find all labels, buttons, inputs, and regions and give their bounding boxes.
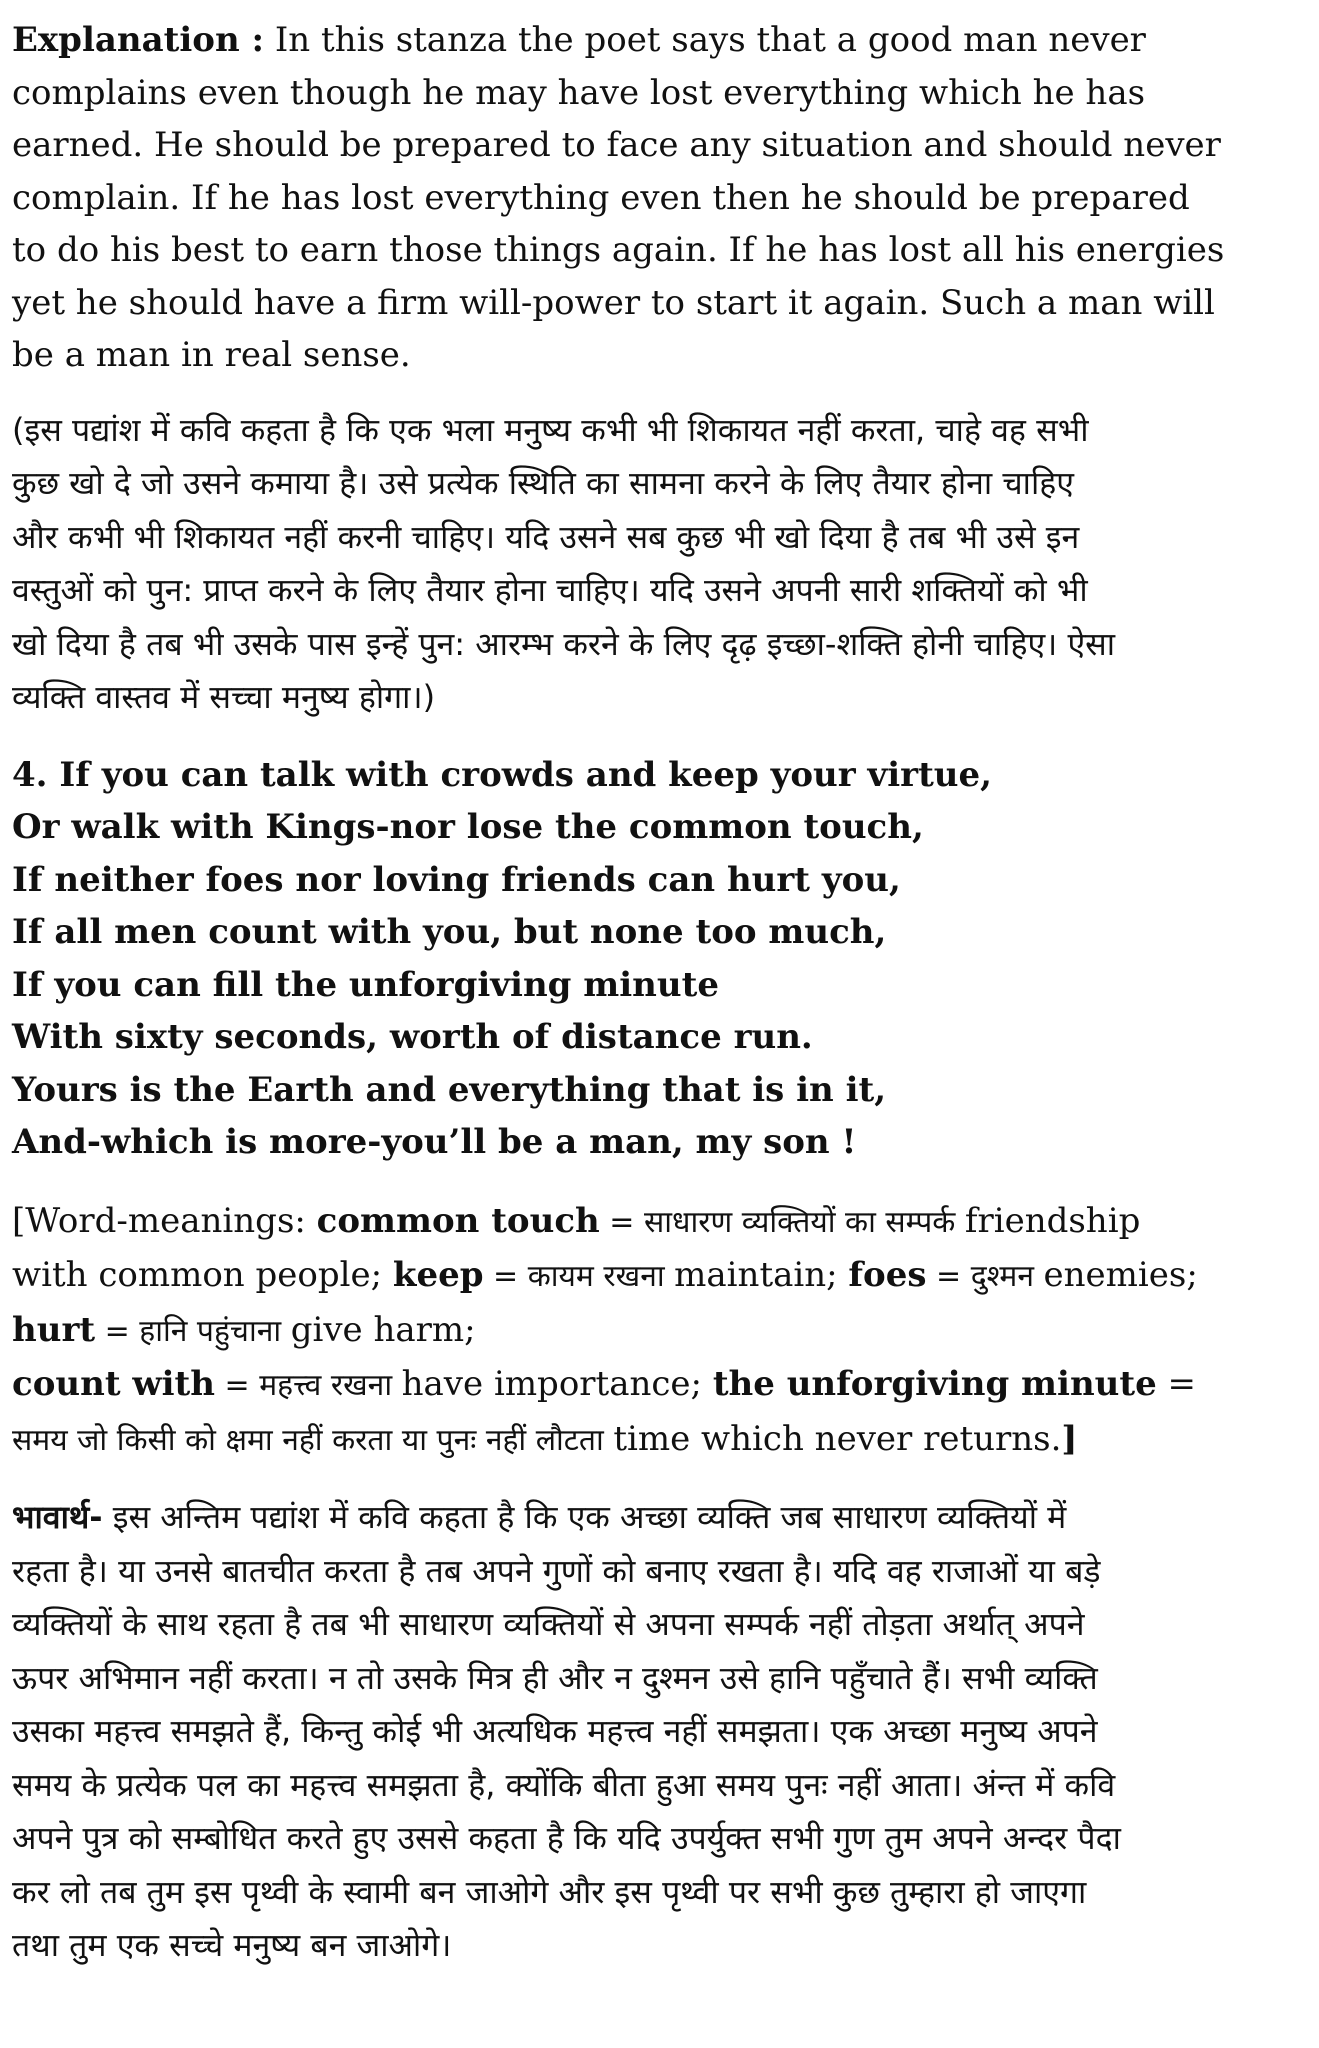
text-line: उसका महत्त्व समझते हैं, किन्तु कोई भी अत्यधिक महत्त्व नहीं समझता। एक अच्छा मनुष्य अपने: [12, 1712, 1098, 1750]
text-line: व्यक्ति वास्तव में सच्चा मनुष्य होगा।): [12, 678, 436, 716]
term-keep: keep: [392, 1255, 484, 1295]
text-line: count with = महत्त्व रखना have importance; the unforgiving minute =: [12, 1364, 1197, 1404]
text-line: व्यक्तियों के साथ रहता है तब भी साधारण व्यक्तियों से अपना सम्पर्क नहीं तोड़ता अर्थात् अपने: [12, 1605, 1085, 1643]
text-line: complains even though he may have lost everything which he has: [12, 72, 1146, 113]
word-meanings-section: [12, 1195, 1307, 1468]
term-common-touch: common touch: [316, 1200, 600, 1241]
text-line: अपने पुत्र को सम्बोधित करते हुए उससे कहता है कि यदि उपर्युक्त सभी गुण तुम अपने अन्दर पैदा: [12, 1819, 1121, 1857]
text-line: रहता है। या उनसे बातचीत करता है तब अपने गुणों को बनाए रखता है। यदि वह राजाओं या बड़े: [12, 1551, 1101, 1590]
poem-line: With sixty seconds, worth of distance run.: [12, 1017, 813, 1057]
term-hurt: hurt: [12, 1309, 96, 1350]
text-line: earned. He should be prepared to face any situation and should never: [12, 125, 1221, 165]
term-count-with: count with: [12, 1364, 215, 1404]
text-line: खो दिया है तब भी उसके पास इन्हें पुन: आरम्भ करने के लिए दृढ़ इच्छा-शक्ति होनी चाहिए। ऐसा: [12, 624, 1116, 663]
text-line: (इस पद्यांश में कवि कहता है कि एक भला मनुष्य कभी भी शिकायत नहीं करता, चाहे वह सभी: [12, 410, 1089, 449]
text-line: Explanation : In this stanza the poet says that a good man never: [12, 20, 1146, 60]
hindi-explanation-paragraph: [12, 404, 1307, 725]
text-line: समय जो किसी को क्षमा नहीं करता या पुनः नहीं लौटता time which never returns.]: [12, 1418, 1078, 1459]
text-line: समय के प्रत्येक पल का महत्त्व समझता है, क्योंकि बीता हुआ समय पुनः नहीं आता। अंन्त में कवि: [12, 1765, 1116, 1804]
text-line: ऊपर अभिमान नहीं करता। न तो उसके मित्र ही और न दुश्मन उसे हानि पहुँचाते हैं। सभी व्यक्ति: [12, 1658, 1098, 1697]
bhavarth-paragraph: [12, 1491, 1307, 1973]
text-line: complain. If he has lost everything even then he should be prepared: [12, 177, 1190, 218]
text-line: hurt = हानि पहुंचाना give harm;: [12, 1309, 476, 1350]
text-line: और कभी भी शिकायत नहीं करनी चाहिए। यदि उसने सब कुछ भी खो दिया है तब भी उसे इन: [12, 517, 1080, 556]
poem-line: Or walk with Kings-nor lose the common touch,: [12, 807, 924, 847]
text-line: with common people; keep = कायम रखना maintain; foes = दुश्मन enemies;: [12, 1255, 1198, 1295]
text-line: yet he should have a firm will-power to start it again. Such a man will: [12, 282, 1215, 323]
poem-line: And-which is more-you’ll be a man, my son !: [12, 1122, 857, 1162]
text-line: भावार्थ- इस अन्तिम पद्यांश में कवि कहता है कि एक अच्छा व्यक्ति जब साधारण व्यक्तियों में: [12, 1498, 1067, 1536]
text-line: be a man in real sense.: [12, 335, 411, 375]
poem-line: Yours is the Earth and everything that is in it,: [12, 1069, 887, 1110]
poem-stanza-4: [12, 749, 1307, 1169]
explanation-paragraph: [12, 14, 1307, 382]
text-line: कुछ खो दे जो उसने कमाया है। उसे प्रत्येक स्थिति का सामना करने के लिए तैयार होना चाहिए: [12, 464, 1074, 502]
explanation-label: Explanation :: [12, 20, 265, 60]
text-line: [Word-meanings: common touch = साधारण व्यक्तियों का सम्पर्क friendship: [12, 1200, 1141, 1241]
term-unforgiving-minute: the unforgiving minute: [712, 1364, 1157, 1404]
term-foes: foes: [848, 1255, 927, 1295]
poem-line: If neither foes nor loving friends can hurt you,: [12, 859, 901, 900]
poem-line: If all men count with you, but none too much,: [12, 912, 887, 952]
text-line: कर लो तब तुम इस पृथ्वी के स्वामी बन जाओगे और इस पृथ्वी पर सभी कुछ तुम्हारा हो जाएगा: [12, 1872, 1087, 1911]
poem-line: If you can fill the unforgiving minute: [12, 964, 719, 1005]
text-line: तथा तुम एक सच्चे मनुष्य बन जाओगे।: [12, 1926, 452, 1964]
text-line: वस्तुओं को पुन: प्राप्त करने के लिए तैयार होना चाहिए। यदि उसने अपनी सारी शक्तियों को भी: [12, 571, 1088, 609]
poem-line: 4. If you can talk with crowds and keep your virtue,: [12, 754, 992, 795]
text-line: to do his best to earn those things again. If he has lost all his energies: [12, 230, 1225, 270]
bhavarth-label: भावार्थ-: [12, 1498, 103, 1536]
